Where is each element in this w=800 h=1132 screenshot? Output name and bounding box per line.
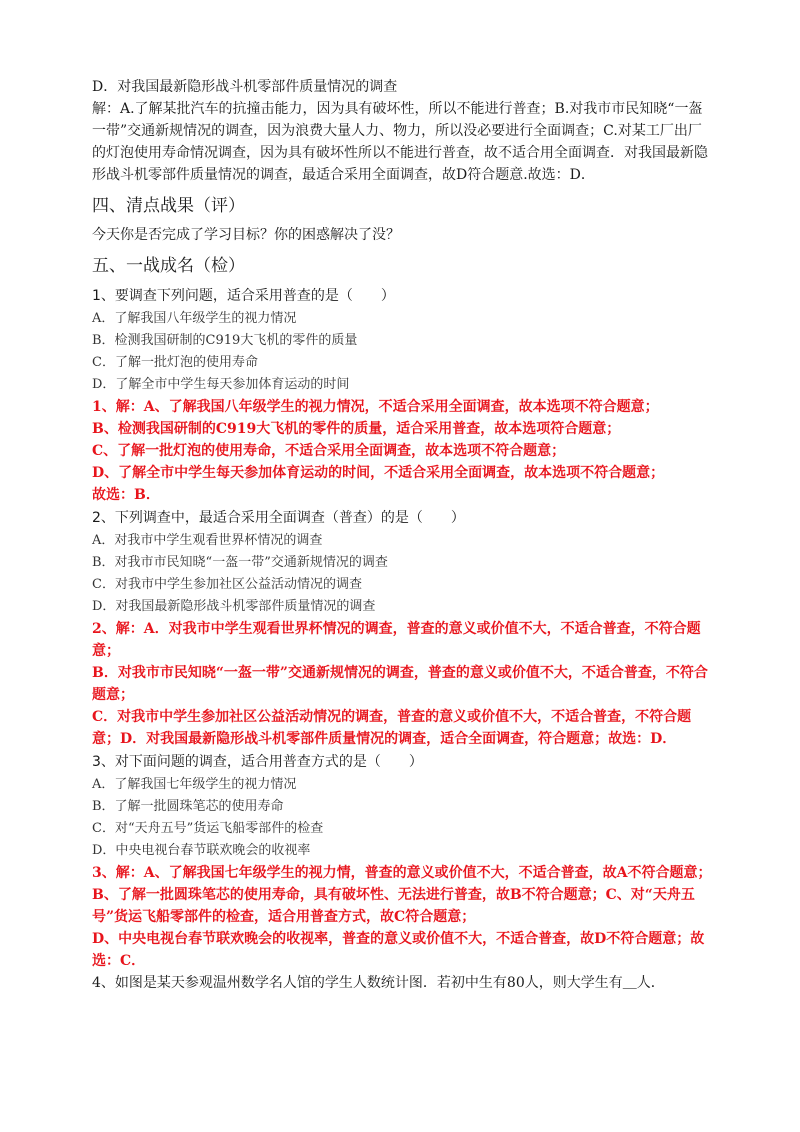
q3-answer-line: D、中央电视台春节联欢晚会的收视率，普查的意义或价值不大，不适合普查，故D不符合题意；故选：C． xyxy=(92,931,705,969)
q1-answer-line: B、检测我国研制的C919大飞机的零件的质量，适合采用普查，故本选项符合题意； xyxy=(92,421,621,437)
prev-solution: 解：A.了解某批汽车的抗撞击能力，因为具有破坏性，所以不能进行普查；B.对我市市民知晓“一盔一带”交通新规情况的调查，因为浪费大量人力、物力，所以没必要进行全面调查；C.对某工厂出厂的灯泡使用寿命情况调查，因为具有破坏性所以不能进行普查，故不适合用全面调查．对我国最新隐形战斗机零部件质量情况的调查，最适合采用全面调查，故D符合题意.故选：D． xyxy=(92,101,708,183)
q3-answer-line: B、了解一批圆珠笔芯的使用寿命，具有破坏性、无法进行普查，故B不符合题意；C、对“天舟五号”货运飞船零部件的检查，适合用普查方式，故C符合题意； xyxy=(92,887,695,925)
q2-option-b: B．对我市市民知晓“一盔一带”交通新规情况的调查 xyxy=(92,555,388,570)
q3-stem: 3、对下面问题的调查，适合用普查方式的是（ ） xyxy=(92,754,423,770)
q1-option-a: A．了解我国八年级学生的视力情况 xyxy=(92,311,297,326)
q1-answer-line: D、了解全市中学生每天参加体育运动的时间，不适合采用全面调查，故本选项不符合题意； xyxy=(92,465,665,481)
q3-answer-line: 3、解：A、了解我国七年级学生的视力情，普查的意义或价值不大，不适合普查，故A不符合题意； xyxy=(92,865,712,881)
q1-answer-choice: 故选：B． xyxy=(92,487,160,503)
section4-text: 今天你是否完成了学习目标？你的困惑解决了没？ xyxy=(92,227,400,243)
prev-option-d: D．对我国最新隐形战斗机零部件质量情况的调查 xyxy=(92,79,398,95)
q3-option-b: B．了解一批圆珠笔芯的使用寿命 xyxy=(92,799,284,814)
q2-answer-line: C．对我市中学生参加社区公益活动情况的调查，普查的意义或价值不大，不适合普查，不符合题意；D．对我国最新隐形战斗机零部件质量情况的调查，适合全面调查，符合题意；故选：D． xyxy=(92,709,692,747)
q2-stem: 2、下列调查中，最适合采用全面调查（普查）的是（ ） xyxy=(92,510,465,526)
section5-heading: 五、一战成名（检） xyxy=(92,256,245,276)
q1-answer-line: C、了解一批灯泡的使用寿命，不适合采用全面调查，故本选项不符合题意； xyxy=(92,443,566,459)
q2-option-c: C．对我市中学生参加社区公益活动情况的调查 xyxy=(92,577,362,592)
q3-option-d: D．中央电视台春节联欢晚会的收视率 xyxy=(92,843,311,858)
document-content xyxy=(92,76,714,994)
q1-option-c: C．了解一批灯泡的使用寿命 xyxy=(92,355,258,370)
q1-stem: 1、要调查下列问题，适合采用普查的是（ ） xyxy=(92,288,395,304)
q1-option-b: B．检测我国研制的C919大飞机的零件的质量 xyxy=(92,333,358,348)
q4-stem: 4、如图是某天参观温州数学名人馆的学生人数统计图．若初中生有80人，则大学生有＿人． xyxy=(92,975,665,991)
q3-option-c: C．对“天舟五号”货运飞船零部件的检查 xyxy=(92,821,324,836)
q3-option-a: A．了解我国七年级学生的视力情况 xyxy=(92,777,297,792)
q2-answer-line: B．对我市市民知晓“一盔一带”交通新规情况的调查，普查的意义或价值不大，不适合普查，不符合题意； xyxy=(92,665,708,703)
q1-answer-line: 1、解：A、了解我国八年级学生的视力情况，不适合采用全面调查，故本选项不符合题意； xyxy=(92,399,659,415)
q1-option-d: D．了解全市中学生每天参加体育运动的时间 xyxy=(92,377,350,392)
section4-heading: 四、清点战果（评） xyxy=(92,196,245,216)
q2-option-d: D．对我国最新隐形战斗机零部件质量情况的调查 xyxy=(92,599,376,614)
q2-option-a: A．对我市中学生观看世界杯情况的调查 xyxy=(92,533,323,548)
q2-answer-line: 2、解：A．对我市中学生观看世界杯情况的调查，普查的意义或价值不大，不适合普查，不符合题意； xyxy=(92,621,701,659)
